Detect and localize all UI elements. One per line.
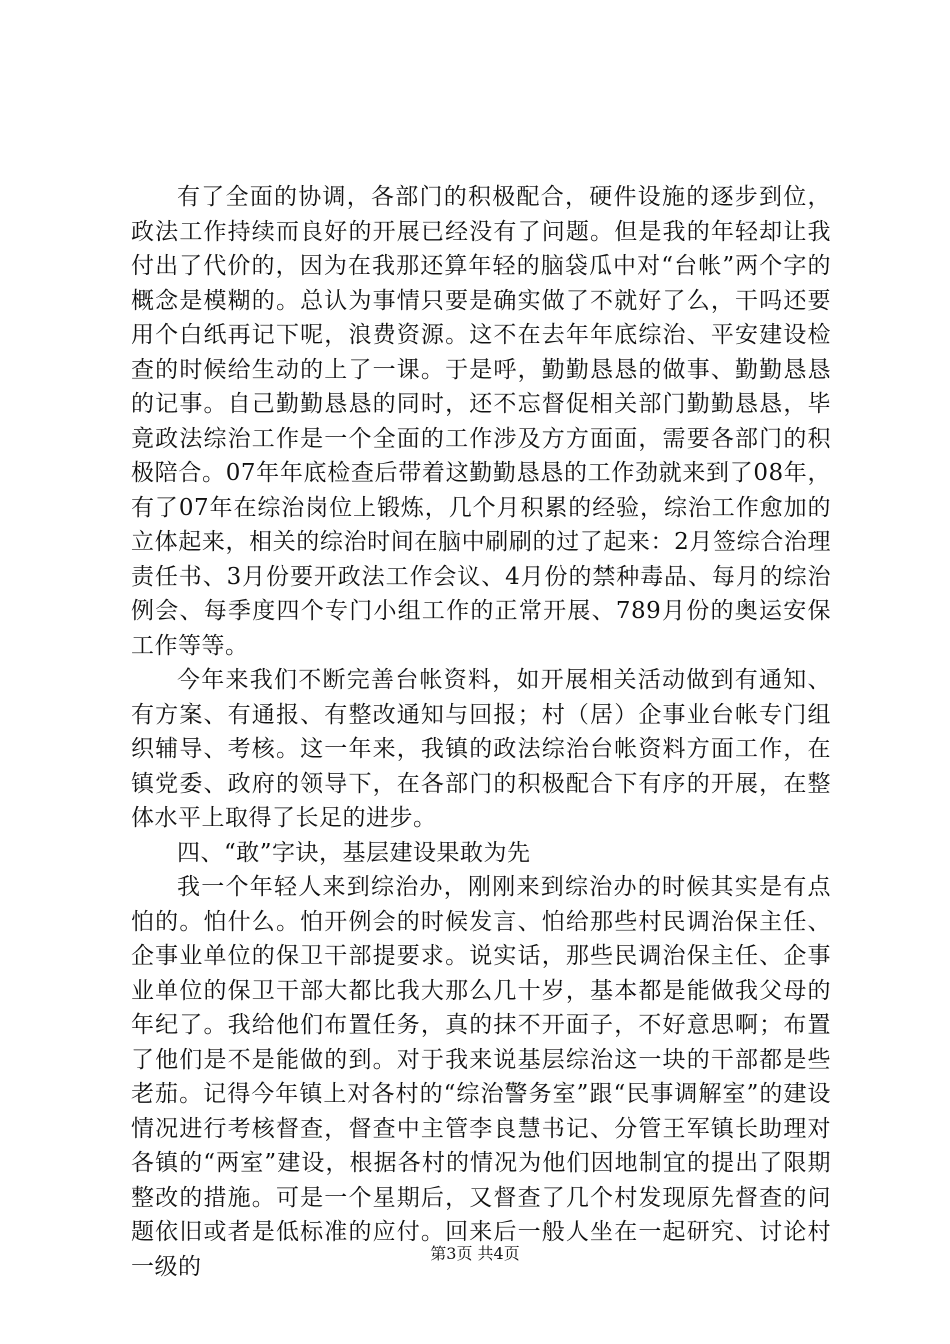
page-number: 第3页 共4页 xyxy=(430,1244,520,1263)
document-body xyxy=(131,180,831,1284)
paragraph-ledger-work: 有了全面的协调，各部门的积极配合，硬件设施的逐步到位，政法工作持续而良好的开展已经没有了问题。但是我的年轻却让我付出了代价的，因为在我那还算年轻的脑袋瓜中对“台帐”两个字的概念是模糊的。总认为事情只要是确实做了不就好了么，干吗还要用个白纸再记下呢，浪费资源。这不在去年年底综治、平安建设检查的时候给生动的上了一课。于是呼，勤勤恳恳的做事、勤勤恳恳的记事。自己勤勤恳恳的同时，还不忘督促相关部门勤勤恳恳，毕竟政法综治工作是一个全面的工作涉及方方面面，需要各部门的积极陪合。07年年底检查后带着这勤勤恳恳的工作劲就来到了08年，有了07年在综治岗位上锻炼，几个月积累的经验，综治工作愈加的立体起来，相关的综治时间在脑中刷刷的过了起来：2月签综合治理责任书、3月份要开政法工作会议、4月份的禁种毒品、每月的综治例会、每季度四个专门小组工作的正常开展、789月份的奥运安保工作等等。 xyxy=(131,184,831,659)
paragraph-ledger-improvement: 今年来我们不断完善台帐资料，如开展相关活动做到有通知、有方案、有通报、有整改通知与回报；村（居）企事业台帐专门组织辅导、考核。这一年来，我镇的政法综治台帐资料方面工作，在镇党委、政府的领导下，在各部门的积极配合下有序的开展，在整体水平上取得了长足的进步。 xyxy=(131,667,831,831)
page-footer xyxy=(0,1244,950,1264)
paragraph-grassroots: 我一个年轻人来到综治办，刚刚来到综治办的时候其实是有点怕的。怕什么。怕开例会的时候发言、怕给那些村民调治保主任、企事业单位的保卫干部提要求。说实话，那些民调治保主任、企事业单位的保卫干部大都比我大那么几十岁，基本都是能做我父母的年纪了。我给他们布置任务，真的抹不开面子，不好意思啊；布置了他们是不是能做的到。对于我来说基层综治这一块的干部都是些老茄。记得今年镇上对各村的“综治警务室”跟“民事调解室”的建设情况进行考核督查，督查中主管李良慧书记、分管王军镇长助理对各镇的“两室”建设，根据各村的情况为他们因地制宜的提出了限期整改的措施。可是一个星期后，又督查了几个村发现原先督查的问题依旧或者是低标准的应付。回来后一般人坐在一起研究、讨论村一级的 xyxy=(131,874,831,1280)
section-heading: 四、“敢”字诀，基层建设果敢为先 xyxy=(177,839,531,866)
